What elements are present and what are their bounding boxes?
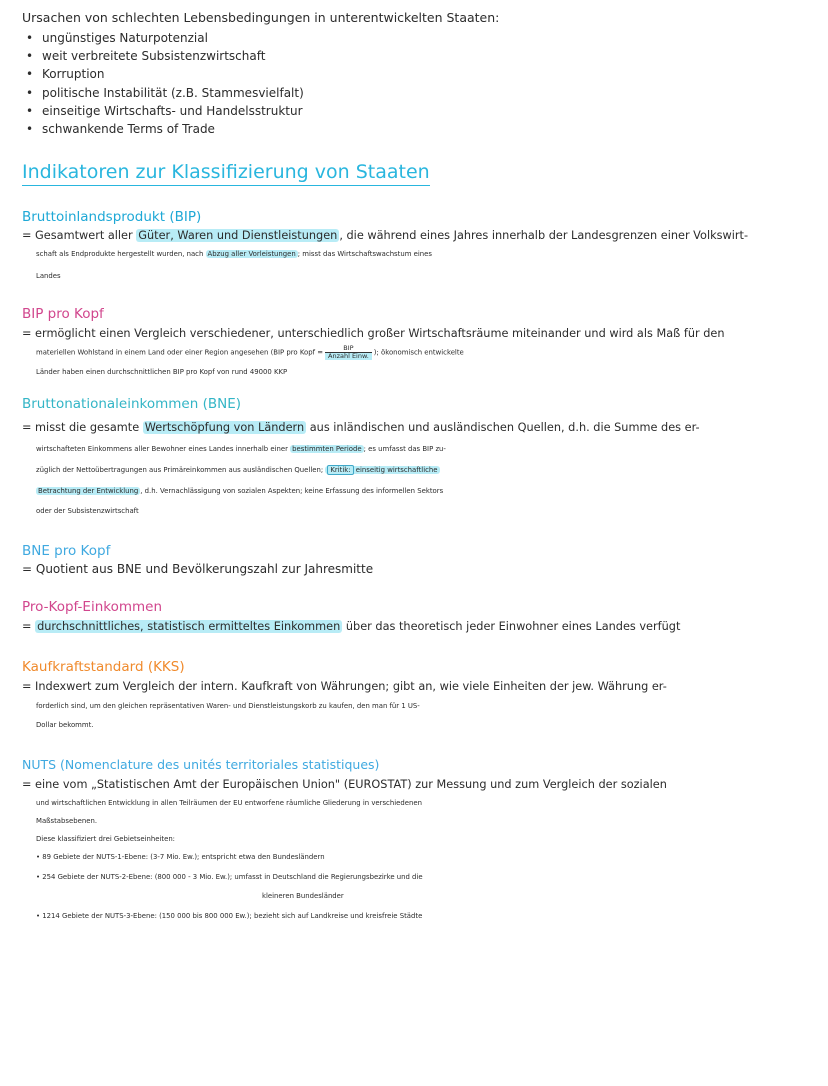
text-line: forderlich sind, um den gleichen repräsentativen Waren- und Dienstleistungskorb zu kaufen, den man für 1 US- [36, 702, 420, 711]
list-item: • 1214 Gebiete der NUTS-3-Ebene: (150 000 bis 800 000 Ew.); bezieht sich auf Landkreise und kreisfreie Städte [36, 912, 423, 921]
list-item: • 254 Gebiete der NUTS-2-Ebene: (800 000 - 3 Mio. Ew.); umfasst in Deutschland die Regierungsbezirke und die [36, 873, 423, 882]
section-bne [22, 395, 810, 518]
bip-fraction: $\frac{\text{BIP}}{\text{Anzahl Einw.}}$ [325, 345, 372, 360]
section-title: Bruttonationaleinkommen (BNE) [22, 396, 242, 413]
text-line: Betrachtung der Entwicklung , d.h. Vernachlässigung von sozialen Aspekten; keine Erfassung des informellen Sektors [38, 487, 444, 496]
text-line: kleineren Bundesländer [262, 892, 344, 901]
list-item: • 89 Gebiete der NUTS-1-Ebene: (3-7 Mio. Ew.); entspricht etwa den Bundesländern [36, 853, 325, 862]
text-line: oder der Subsistenzwirtschaft [36, 507, 139, 516]
section-title: Bruttoinlandsprodukt (BIP) [22, 209, 202, 226]
list-item: • Korruption [26, 65, 810, 83]
section-bip [22, 208, 810, 283]
text-line: züglich der Nettoübertragungen aus Primäreinkommen aus ausländischen Quellen; Kritik: einseitig wirtschaftliche [36, 466, 438, 475]
section-title: BIP pro Kopf [22, 306, 104, 323]
text-line: Landes [36, 272, 61, 281]
text-line: wirtschafteten Einkommens aller Bewohner eines Landes innerhalb einer bestimmten Periode ; es umfasst das BIP zu- [36, 445, 446, 454]
section-title: Pro-Kopf-Einkommen [22, 599, 163, 616]
main-heading: Indikatoren zur Klassifizierung von Staaten [22, 160, 430, 186]
section-title: BNE pro Kopf [22, 543, 111, 560]
section-title: NUTS (Nomenclature des unités territoriales statistiques) [22, 757, 380, 773]
intro-title: Ursachen von schlechten Lebensbedingungen in unterentwickelten Staaten: [22, 10, 500, 25]
section-bne-pro-kopf [22, 542, 810, 576]
section-bip-pro-kopf [22, 305, 810, 379]
text-line: Maßstabsebenen. [36, 817, 98, 826]
causes-list [26, 29, 810, 138]
text-line: = durchschnittliches, statistisch ermitteltes Einkommen über das theoretisch jeder Einwohner eines Landes verfügt [22, 620, 681, 634]
text-line: = ermöglicht einen Vergleich verschiedener, unterschiedlich großer Wirtschaftsräume miteinander und wird als Maß für den [22, 327, 725, 341]
text-line: schaft als Endprodukte hergestellt wurden, nach Abzug aller Vorleistungen ; misst das Wirtschaftswachstum eines [36, 250, 432, 259]
text-line: = misst die gesamte Wertschöpfung von Ländern aus inländischen und ausländischen Quellen, d.h. die Summe des er- [22, 421, 700, 435]
text-line: und wirtschaftlichen Entwicklung in allen Teilräumen der EU entworfene räumliche Gliederung in verschiedenen [36, 799, 422, 808]
text-line: = eine vom „Statistischen Amt der Europäischen Union" (EUROSTAT) zur Messung und zum Vergleich der sozialen [22, 778, 667, 792]
section-title: Kaufkraftstandard (KKS) [22, 659, 185, 676]
text-line: Diese klassifiziert drei Gebietseinheiten: [36, 835, 176, 844]
list-item: • politische Instabilität (z.B. Stammesvielfalt) [26, 84, 810, 102]
section-nuts [22, 756, 810, 923]
text-line: = Quotient aus BNE und Bevölkerungszahl zur Jahresmitte [22, 562, 374, 577]
section-kks [22, 658, 810, 732]
text-line: = Indexwert zum Vergleich der intern. Kaufkraft von Währungen; gibt an, wie viele Einheiten der jew. Währung er- [22, 680, 667, 694]
section-pro-kopf-einkommen [22, 598, 810, 634]
text-line: materiellen Wohlstand in einem Land oder einer Region angesehen (BIP pro Kopf = $\frac{\text{BIP}}{\text{Anzahl Einw.}}$ ); ökonomisch entwickelte [36, 344, 464, 361]
text-line: Dollar bekommt. [36, 721, 94, 730]
list-item: • weit verbreitete Subsistenzwirtschaft [26, 47, 810, 65]
list-item: • schwankende Terms of Trade [26, 120, 810, 138]
text-line: = Gesamtwert aller Güter, Waren und Dienstleistungen , die während eines Jahres innerhalb der Landesgrenzen einer Volkswirt- [22, 229, 749, 243]
list-item: • ungünstiges Naturpotenzial [26, 29, 810, 47]
text-line: Länder haben einen durchschnittlichen BIP pro Kopf von rund 49000 KKP [36, 368, 288, 377]
list-item: • einseitige Wirtschafts- und Handelsstruktur [26, 102, 810, 120]
